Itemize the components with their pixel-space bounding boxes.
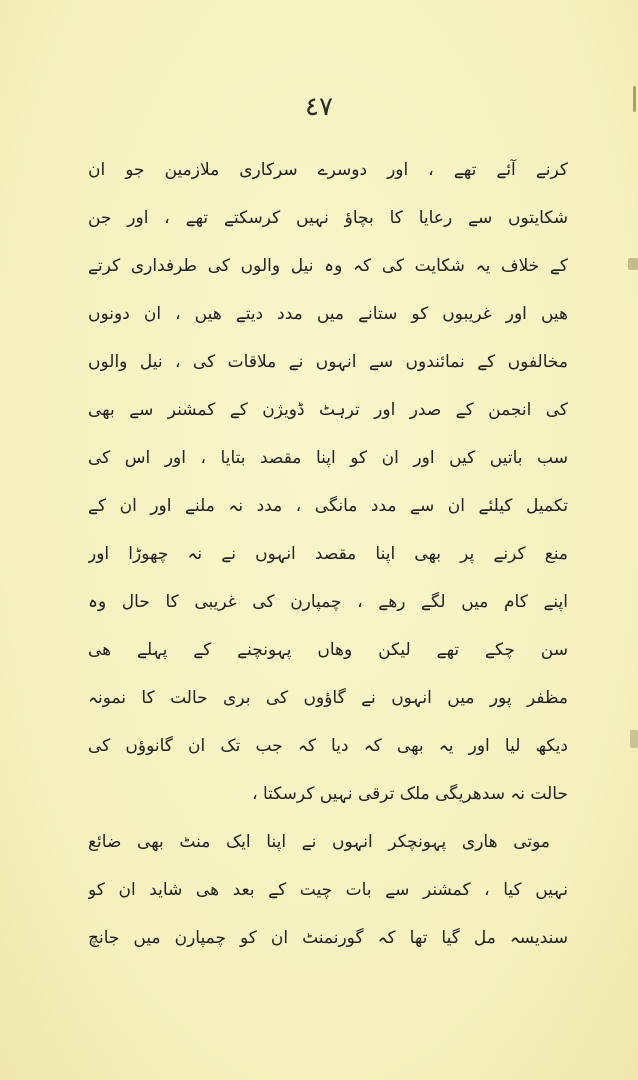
- text-line-5: مخالفوں کے نمائندوں سے انہوں نے ملاقات کی ، نیل والوں: [88, 352, 568, 372]
- text-line-7: سب باتیں کیں اور ان کو اپنا مقصد بتایا ، اور اس کی: [88, 448, 568, 468]
- text-line-2: شکایتوں سے رعایا کا بچاؤ نہیں کرسکتے تھے ، اور جن: [88, 208, 568, 228]
- page-number: ٤٧: [305, 92, 333, 122]
- text-line-9: منع کرنے پر بھی اپنا مقصد انہوں نے نہ چھوڑا اور: [88, 544, 568, 564]
- text-line-16: نہیں کیا ، کمشنر سے بات چیت کے بعد ھی شاید ان کو: [88, 880, 568, 900]
- text-line-13: دیکھ لیا اور یہ بھی کہ دیا کہ جب تک ان گانوؤں کی: [88, 736, 568, 756]
- text-line-15: موتی ھاری پہونچکر انہوں نے اپنا ایک منٹ بھی ضائع: [88, 832, 550, 852]
- text-line-3: کے خلاف یہ شکایت کی کہ وہ نیل والوں کی طرفداری کرتے: [88, 256, 568, 276]
- text-line-8: تکمیل کیلئے ان سے مدد مانگی ، مدد نہ ملنے اور ان کے: [88, 496, 568, 516]
- text-line-17: سندیسہ مل گیا تھا کہ گورنمنٹ ان کو چمپارن میں جانچ: [88, 928, 568, 948]
- text-line-1: کرنے آئے تھے ، اور دوسرے سرکاری ملازمین جو ان: [88, 160, 568, 180]
- urdu-text-block: [88, 146, 568, 962]
- text-line-11: سن چکے تھے لیکن وھاں پہونچنے کے پہلے ھی: [88, 640, 568, 660]
- text-line-14: حالت نہ سدھریگی ملک ترقی نہیں کرسکتا ،: [252, 784, 568, 804]
- right-edge-mark-middle: [628, 258, 638, 270]
- text-line-12: مظفر پور میں انہوں نے گاؤوں کی بری حالت کا نمونہ: [88, 688, 568, 708]
- text-line-4: ھیں اور غریبوں کو ستانے میں مدد دیتے ھیں ، ان دونوں: [88, 304, 568, 324]
- text-line-10: اپنے کام میں لگے رھے ، چمپارن کی غریبی کا حال وہ: [88, 592, 568, 612]
- right-edge-mark-lower: [630, 730, 638, 748]
- text-line-6: کی انجمن کے صدر اور ترہٹ ڈویژن کے کمشنر سے بھی: [88, 400, 568, 420]
